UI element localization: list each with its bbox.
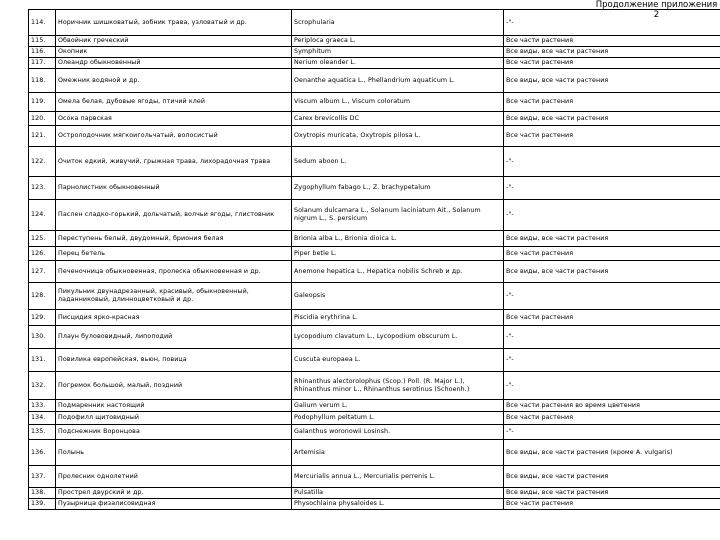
toxic-part: Все части растения <box>504 58 720 69</box>
latin-name: Piscidia erythrina L. <box>292 310 504 326</box>
table-row <box>29 488 720 499</box>
table-row <box>29 466 720 488</box>
toxic-part: Все части растения во время цветения <box>504 400 720 412</box>
table-row <box>29 200 720 231</box>
latin-name: Physochlaina physaloides L. <box>292 499 504 510</box>
latin-name: Galanthus woronowii Losinsh. <box>292 425 504 440</box>
row-number: 114. <box>29 10 56 36</box>
latin-name: Nerium oleander L. <box>292 58 504 69</box>
russian-name: Пузырница физалисовидная <box>56 499 292 510</box>
toxic-part: -"- <box>504 425 720 440</box>
row-number: 131. <box>29 349 56 372</box>
toxic-part: Все части растения <box>504 499 720 510</box>
russian-name: Подмаренник настоящий <box>56 400 292 412</box>
toxic-part: -"- <box>504 10 720 36</box>
row-number: 139. <box>29 499 56 510</box>
latin-name: Rhinanthus alectorolophus (Scop.) Poll. (R. Major L.), Rhinanthus minor L., Rhinanthus serotinus (Schoenh.) <box>292 372 504 400</box>
row-number: 136. <box>29 440 56 466</box>
table-row <box>29 400 720 412</box>
russian-name: Подснежник Воронцова <box>56 425 292 440</box>
russian-name: Обвойник греческий <box>56 36 292 47</box>
row-number: 117. <box>29 58 56 69</box>
latin-name: Scrophularia <box>292 10 504 36</box>
russian-name: Печеночница обыкновенная, пролеска обыкновенная и др. <box>56 261 292 283</box>
latin-name: Carex brevicollis DC <box>292 112 504 126</box>
table-row <box>29 10 720 36</box>
russian-name: Омела белая, дубовые ягоды, птичий клей <box>56 93 292 112</box>
table-row <box>29 326 720 349</box>
russian-name: Осока парвская <box>56 112 292 126</box>
table-row <box>29 126 720 147</box>
latin-name: Lycopodium clavatum L., Lycopodium obscurum L. <box>292 326 504 349</box>
russian-name: Омежник водяной и др. <box>56 69 292 93</box>
toxic-part: Все виды, все части растения <box>504 47 720 58</box>
row-number: 124. <box>29 200 56 231</box>
row-number: 137. <box>29 466 56 488</box>
latin-name: Pulsatilla <box>292 488 504 499</box>
table-row <box>29 177 720 200</box>
russian-name: Переступень белый, двудомный, бриония белая <box>56 231 292 247</box>
table-row <box>29 93 720 112</box>
toxic-part: -"- <box>504 177 720 200</box>
poisonous-plants-table <box>28 9 720 510</box>
latin-name: Piper betle L. <box>292 247 504 261</box>
toxic-part: Все части растения <box>504 310 720 326</box>
toxic-part: -"- <box>504 283 720 310</box>
table-row <box>29 47 720 58</box>
russian-name: Погремок большой, малый, поздний <box>56 372 292 400</box>
table-row <box>29 261 720 283</box>
toxic-part: Все части растения <box>504 126 720 147</box>
russian-name: Окопник <box>56 47 292 58</box>
row-number: 138. <box>29 488 56 499</box>
russian-name: Полынь <box>56 440 292 466</box>
latin-name: Galeopsis <box>292 283 504 310</box>
russian-name: Повилика европейская, вьюн, повица <box>56 349 292 372</box>
row-number: 128. <box>29 283 56 310</box>
russian-name: Парнолистник обыкновенный <box>56 177 292 200</box>
russian-name: Пролесник однолетний <box>56 466 292 488</box>
latin-name: Artemisia <box>292 440 504 466</box>
latin-name: Galium verum L. <box>292 400 504 412</box>
table-row <box>29 372 720 400</box>
latin-name: Zygophyllum fabago L., Z. brachypetalum <box>292 177 504 200</box>
table-body <box>29 10 720 510</box>
latin-name: Oenanthe aquatica L., Phellandrium aquaticum L. <box>292 69 504 93</box>
russian-name: Пикульник двунадрезанный, красивый, обыкновенный, ладанниковый, длинноцветковый и др. <box>56 283 292 310</box>
table-row <box>29 231 720 247</box>
toxic-part: Все части растения <box>504 36 720 47</box>
toxic-part: -"- <box>504 372 720 400</box>
russian-name: Олеандр обыкновенный <box>56 58 292 69</box>
latin-name: Mercurialis annua L., Mercurialis perrenis L. <box>292 466 504 488</box>
russian-name: Перец бетель <box>56 247 292 261</box>
latin-name: Viscum album L., Viscum coloratum <box>292 93 504 112</box>
table-row <box>29 499 720 510</box>
toxic-part: Все виды, все части растения <box>504 112 720 126</box>
row-number: 118. <box>29 69 56 93</box>
appendix-number: 2 <box>653 10 660 20</box>
toxic-part: -"- <box>504 349 720 372</box>
toxic-part: -"- <box>504 200 720 231</box>
latin-name: Oxytropis muricata, Oxytropis pilosa L. <box>292 126 504 147</box>
table-row <box>29 147 720 177</box>
row-number: 133. <box>29 400 56 412</box>
toxic-part: Все виды, все части растения (кроме A. vulgaris) <box>504 440 720 466</box>
row-number: 134. <box>29 412 56 425</box>
row-number: 122. <box>29 147 56 177</box>
row-number: 129. <box>29 310 56 326</box>
table-row <box>29 112 720 126</box>
latin-name: Cuscuta europaea L. <box>292 349 504 372</box>
toxic-part: Все виды, все части растения <box>504 231 720 247</box>
table-row <box>29 349 720 372</box>
table-row <box>29 412 720 425</box>
table-row <box>29 58 720 69</box>
latin-name: Sedum aboon L. <box>292 147 504 177</box>
latin-name: Brionia alba L., Brionia dioica L. <box>292 231 504 247</box>
row-number: 116. <box>29 47 56 58</box>
russian-name: Прострел двурский и др. <box>56 488 292 499</box>
toxic-part: Все части растения <box>504 93 720 112</box>
row-number: 132. <box>29 372 56 400</box>
toxic-part: Все виды, все части растения <box>504 261 720 283</box>
table-row <box>29 310 720 326</box>
latin-name: Solanum dulcamara L., Solanum laciniatum Ait., Solanum nigrum L., S. persicum <box>292 200 504 231</box>
table-row <box>29 283 720 310</box>
row-number: 123. <box>29 177 56 200</box>
latin-name: Symphitum <box>292 47 504 58</box>
latin-name: Podophyllum peltatum L. <box>292 412 504 425</box>
toxic-part: Все виды, все части растения <box>504 466 720 488</box>
row-number: 120. <box>29 112 56 126</box>
toxic-part: -"- <box>504 326 720 349</box>
toxic-part: Все части растения <box>504 412 720 425</box>
russian-name: Подофилл щитовидный <box>56 412 292 425</box>
russian-name: Очиток едкий, живучий, грыжная трава, лихорадочная трава <box>56 147 292 177</box>
table-row <box>29 425 720 440</box>
toxic-part: -"- <box>504 147 720 177</box>
row-number: 125. <box>29 231 56 247</box>
russian-name: Писцидия ярко-красная <box>56 310 292 326</box>
russian-name: Паслен сладко-горький, дольчатый, волчьи ягоды, глистовник <box>56 200 292 231</box>
toxic-part: Все части растения <box>504 247 720 261</box>
row-number: 115. <box>29 36 56 47</box>
latin-name: Anemone hepatica L., Hepatica nobilis Schreb и др. <box>292 261 504 283</box>
row-number: 119. <box>29 93 56 112</box>
table-row <box>29 440 720 466</box>
russian-name: Плаун булововидный, липоподий <box>56 326 292 349</box>
appendix-continuation-text: Продолжение приложения <box>595 0 718 10</box>
row-number: 135. <box>29 425 56 440</box>
table-row <box>29 69 720 93</box>
toxic-part: Все виды, все части растения <box>504 69 720 93</box>
row-number: 121. <box>29 126 56 147</box>
table-row <box>29 36 720 47</box>
toxic-part: Все виды, все части растения <box>504 488 720 499</box>
row-number: 126. <box>29 247 56 261</box>
row-number: 127. <box>29 261 56 283</box>
russian-name: Остролодочник мягкоигольчатый, волосистый <box>56 126 292 147</box>
russian-name: Норичник шишковатый, зобник трава, узловатый и др. <box>56 10 292 36</box>
latin-name: Periploca graeca L. <box>292 36 504 47</box>
row-number: 130. <box>29 326 56 349</box>
table-row <box>29 247 720 261</box>
